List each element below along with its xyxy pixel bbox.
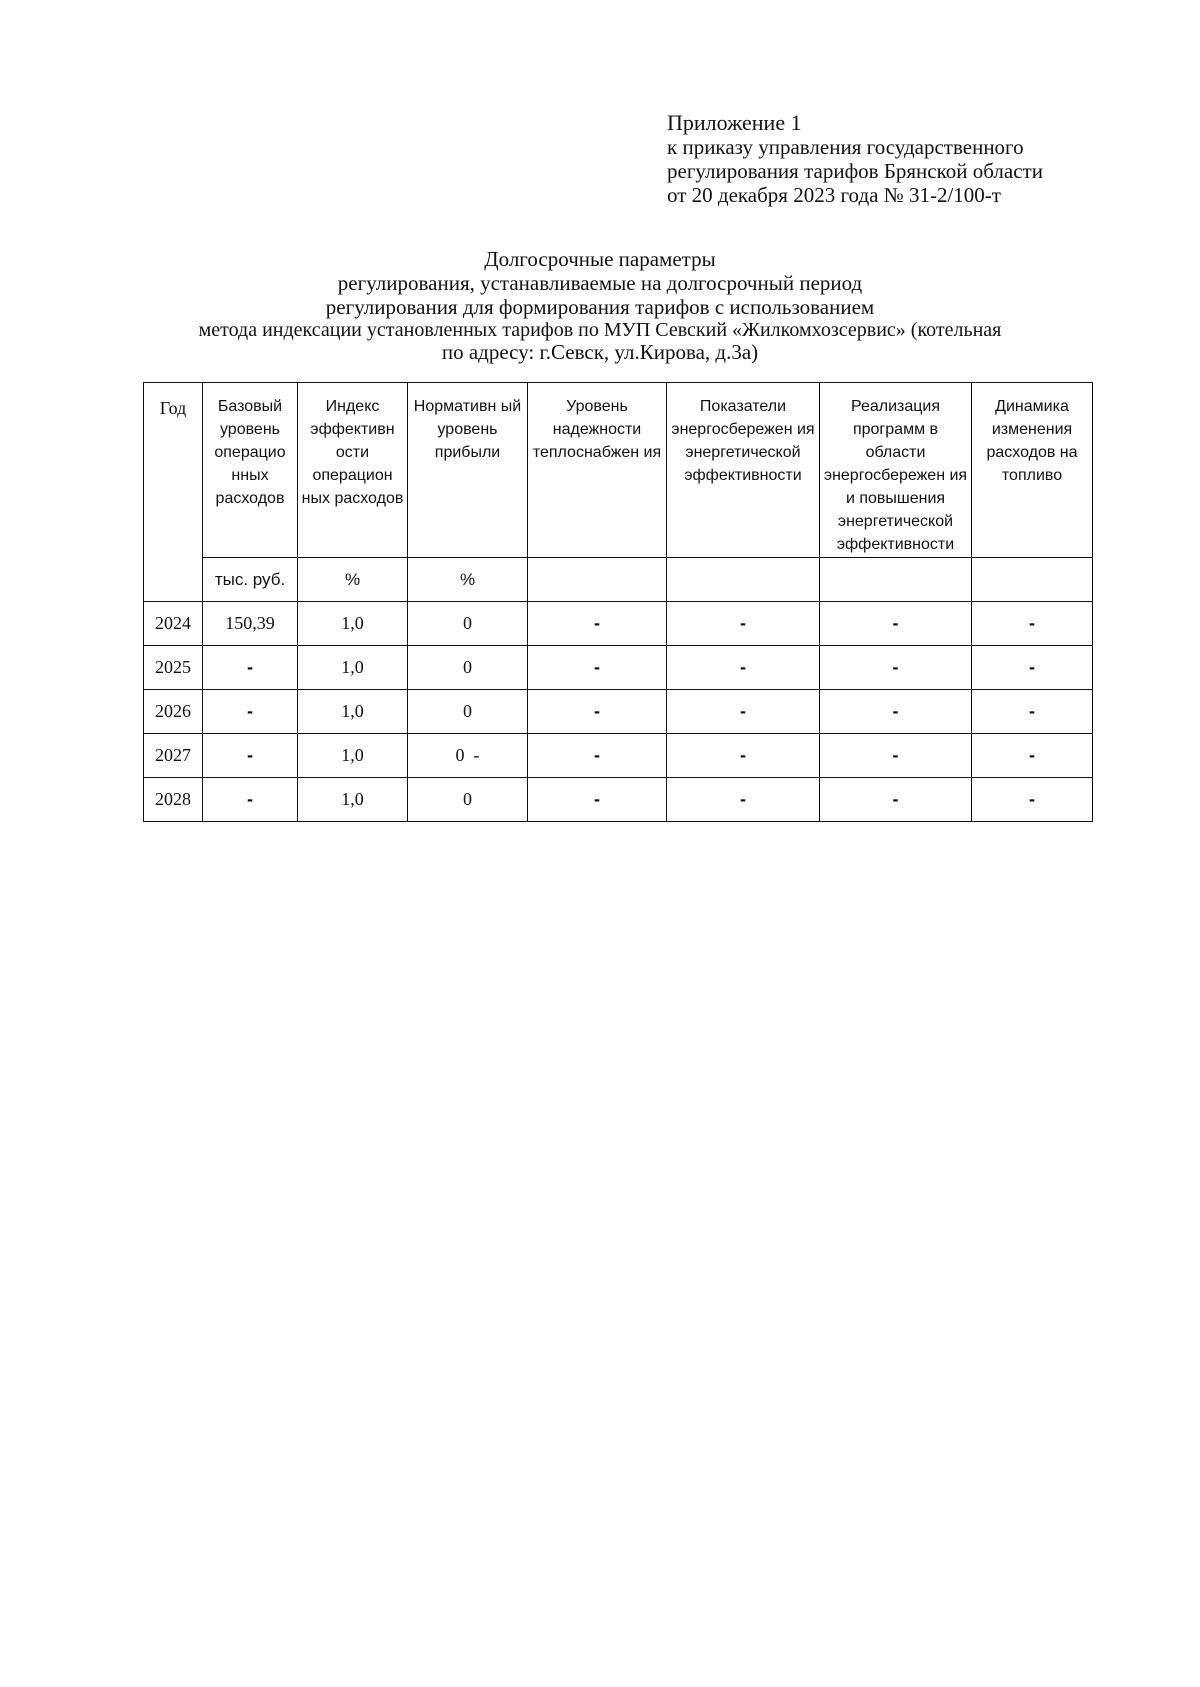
cell-energy-indicators: - — [667, 734, 820, 778]
table-row — [144, 646, 1093, 690]
cell-year: 2028 — [144, 778, 203, 822]
cell-programs: - — [820, 690, 972, 734]
document-title — [0, 247, 1200, 363]
cell-base: - — [203, 646, 298, 690]
cell-profit: 0 - — [408, 734, 528, 778]
cell-profit: 0 — [408, 602, 528, 646]
cell-fuel: - — [972, 690, 1093, 734]
table-row — [144, 602, 1093, 646]
cell-base: - — [203, 778, 298, 822]
cell-year: 2026 — [144, 690, 203, 734]
cell-energy-indicators: - — [667, 602, 820, 646]
appendix-block — [667, 111, 1167, 207]
title-line-5: по адресу: г.Севск, ул.Кирова, д.3а) — [441, 340, 759, 364]
cell-reliability: - — [528, 602, 667, 646]
table-row — [144, 690, 1093, 734]
header-efficiency-index: Индекс эффективн ости операцион ных расходов — [298, 383, 408, 558]
header-profit-level: Нормативн ый уровень прибыли — [408, 383, 528, 558]
cell-index: 1,0 — [298, 602, 408, 646]
appendix-order-line: к приказу управления государственного — [667, 135, 1024, 159]
cell-fuel: - — [972, 602, 1093, 646]
parameters-table — [143, 382, 1093, 822]
cell-programs: - — [820, 778, 972, 822]
appendix-number: Приложение 1 — [667, 110, 802, 135]
header-energy-indicators: Показатели энергосбережен ия энергетической эффективности — [667, 383, 820, 558]
table-units-row — [144, 558, 1093, 602]
unit-index: % — [298, 558, 408, 602]
cell-year: 2025 — [144, 646, 203, 690]
table-header-row — [144, 383, 1093, 558]
cell-index: 1,0 — [298, 734, 408, 778]
unit-base: тыс. руб. — [203, 558, 298, 602]
cell-year: 2027 — [144, 734, 203, 778]
title-line-1: Долгосрочные параметры — [484, 247, 716, 271]
cell-index: 1,0 — [298, 778, 408, 822]
unit-empty — [820, 558, 972, 602]
cell-energy-indicators: - — [667, 646, 820, 690]
title-line-2: регулирования, устанавливаемые на долгосрочный период — [337, 271, 863, 295]
header-base-opex: Базовый уровень операцио нных расходов — [203, 383, 298, 558]
cell-profit: 0 — [408, 690, 528, 734]
cell-base: - — [203, 734, 298, 778]
cell-fuel: - — [972, 646, 1093, 690]
cell-index: 1,0 — [298, 646, 408, 690]
unit-empty — [972, 558, 1093, 602]
appendix-date-line: от 20 декабря 2023 года № 31-2/100-т — [667, 183, 1001, 207]
cell-reliability: - — [528, 734, 667, 778]
unit-profit: % — [408, 558, 528, 602]
table-row — [144, 778, 1093, 822]
appendix-authority-line: регулирования тарифов Брянской области — [667, 159, 1043, 183]
title-line-4: метода индексации установленных тарифов по МУП Севский «Жилкомхозсервис» (котельная — [198, 319, 1002, 341]
cell-base: - — [203, 690, 298, 734]
cell-profit: 0 — [408, 778, 528, 822]
cell-energy-indicators: - — [667, 778, 820, 822]
cell-year: 2024 — [144, 602, 203, 646]
cell-fuel: - — [972, 734, 1093, 778]
cell-reliability: - — [528, 778, 667, 822]
cell-fuel: - — [972, 778, 1093, 822]
header-fuel-dynamics: Динамика изменения расходов на топливо — [972, 383, 1093, 558]
cell-programs: - — [820, 646, 972, 690]
table-row — [144, 734, 1093, 778]
cell-reliability: - — [528, 646, 667, 690]
unit-empty — [667, 558, 820, 602]
unit-empty — [528, 558, 667, 602]
header-year: Год — [144, 383, 203, 602]
title-line-3: регулирования для формирования тарифов с использованием — [325, 295, 875, 319]
cell-programs: - — [820, 602, 972, 646]
cell-reliability: - — [528, 690, 667, 734]
cell-index: 1,0 — [298, 690, 408, 734]
cell-programs: - — [820, 734, 972, 778]
header-energy-programs: Реализация программ в области энергосбережен ия и повышения энергетической эффективности — [820, 383, 972, 558]
cell-energy-indicators: - — [667, 690, 820, 734]
cell-profit: 0 — [408, 646, 528, 690]
cell-base: 150,39 — [203, 602, 298, 646]
header-reliability: Уровень надежности теплоснабжен ия — [528, 383, 667, 558]
